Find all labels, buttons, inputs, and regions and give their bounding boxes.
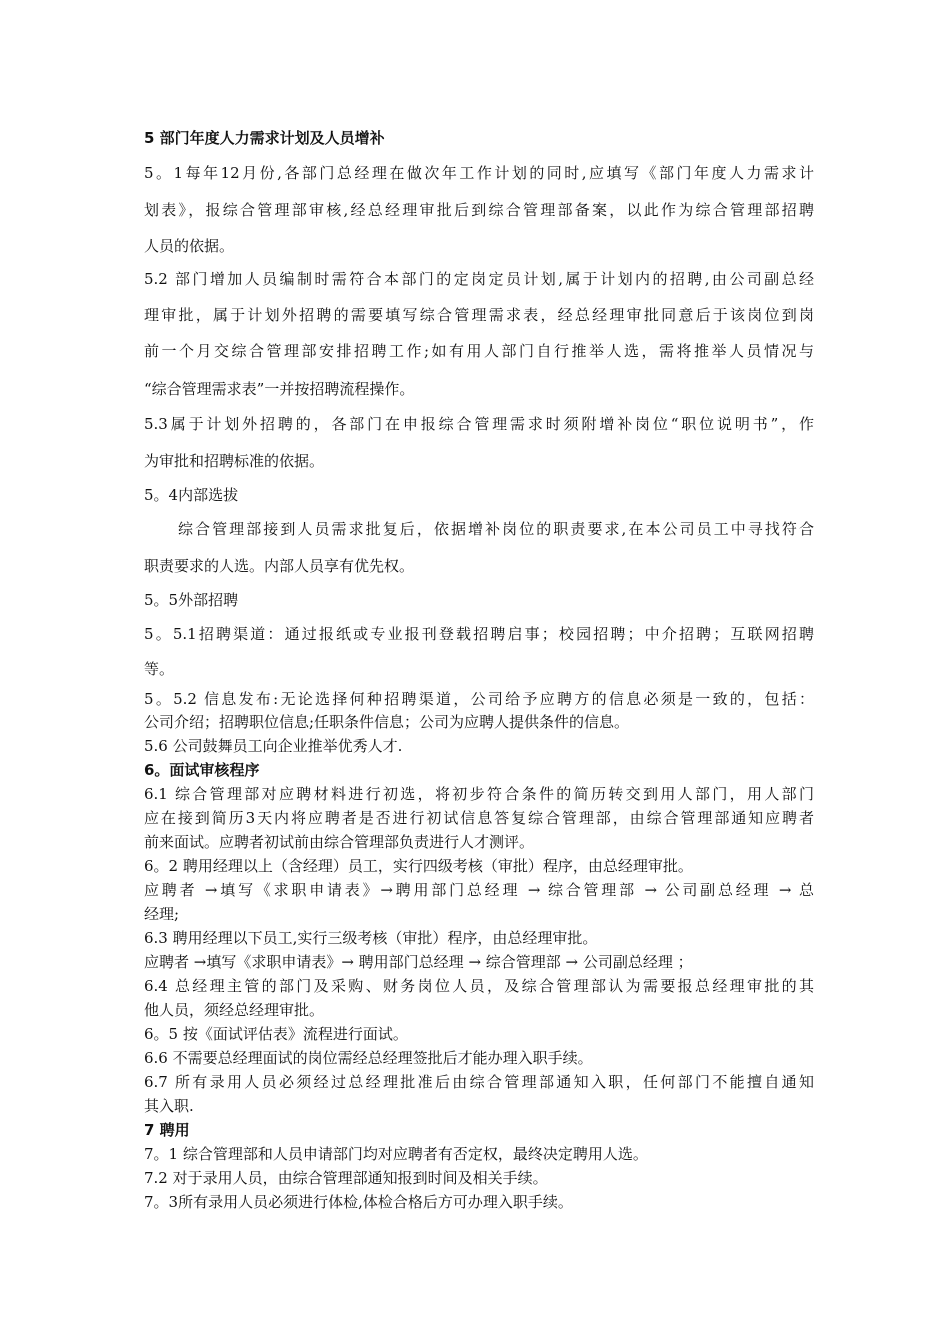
paragraph-line: “综合管理需求表”一并按招聘流程操作。	[144, 380, 415, 398]
paragraph-line: 其入职.	[144, 1097, 194, 1115]
paragraph-line: 6。5 按《面试评估表》流程进行面试。	[144, 1025, 408, 1043]
paragraph-line: 划表》，报综合管理部审核,经总经理审批后到综合管理部备案，以此作为综合管理部招聘	[144, 201, 814, 219]
paragraph-line: 人员的依据。	[144, 237, 235, 255]
paragraph-line: 职责要求的人选。内部人员享有优先权。	[144, 557, 415, 575]
paragraph-line: 7。3所有录用人员必须进行体检,体检合格后方可办理入职手续。	[144, 1193, 573, 1211]
subsection-heading: 5。4内部选拔	[144, 486, 239, 504]
section-5-heading: 5 部门年度人力需求计划及人员增补	[144, 129, 385, 147]
flow-line: 应聘者 →填写《求职申请表》→ 聘用部门总经理 → 综合管理部 → 公司副总经理 ；	[144, 953, 693, 971]
section-6-heading: 6。面试审核程序	[144, 761, 260, 779]
paragraph-line: 5。5.2 信息发布:无论选择何种招聘渠道，公司给予应聘方的信息必须是一致的，包括：	[144, 690, 814, 708]
paragraph-line: 6.4 总经理主管的部门及采购、财务岗位人员，及综合管理部认为需要报总经理审批的其	[144, 977, 814, 995]
paragraph-line: 6。2 聘用经理以上（含经理）员工，实行四级考核（审批）程序，由总经理审批。	[144, 857, 693, 875]
paragraph-line: 7。1 综合管理部和人员申请部门均对应聘者有否定权，最终决定聘用人选。	[144, 1145, 648, 1163]
paragraph-line: 5。1每年12月份,各部门总经理在做次年工作计划的同时,应填写《部门年度人力需求计	[144, 164, 814, 182]
paragraph-line: 6.6 不需要总经理面试的岗位需经总经理签批后才能办理入职手续。	[144, 1049, 593, 1067]
paragraph-line: 应在接到简历3天内将应聘者是否进行初试信息答复综合管理部，由综合管理部通知应聘者	[144, 809, 814, 827]
paragraph-line: 7.2 对于录用人员，由综合管理部通知报到时间及相关手续。	[144, 1169, 548, 1187]
paragraph-line: 前来面试。应聘者初试前由综合管理部负责进行人才测评。	[144, 833, 535, 851]
paragraph-line: 为审批和招聘标准的依据。	[144, 452, 325, 470]
paragraph-line: 前一个月交综合管理部安排招聘工作;如有用人部门自行推举人选，需将推举人员情况与	[144, 342, 814, 360]
paragraph-line: 5。5.1招聘渠道：通过报纸或专业报刊登载招聘启事；校园招聘；中介招聘；互联网招聘	[144, 625, 814, 643]
paragraph-line: 经理;	[144, 905, 180, 923]
paragraph-line: 他人员，须经总经理审批。	[144, 1001, 325, 1019]
flow-line: 应聘者 →填写《求职申请表》→聘用部门总经理 → 综合管理部 → 公司副总经理 → 总	[144, 881, 814, 899]
paragraph-line: 综合管理部接到人员需求批复后，依据增补岗位的职责要求,在本公司员工中寻找符合	[178, 520, 814, 538]
paragraph-line: 6.3 聘用经理以下员工,实行三级考核（审批）程序，由总经理审批。	[144, 929, 598, 947]
subsection-heading: 5。5外部招聘	[144, 591, 239, 609]
paragraph-line: 5.2 部门增加人员编制时需符合本部门的定岗定员计划,属于计划内的招聘,由公司副总经	[144, 270, 814, 288]
paragraph-line: 6.1 综合管理部对应聘材料进行初选，将初步符合条件的简历转交到用人部门，用人部门	[144, 785, 814, 803]
paragraph-line: 5.3属于计划外招聘的，各部门在申报综合管理需求时须附增补岗位“职位说明书”，作	[144, 415, 814, 433]
paragraph-line: 6.7 所有录用人员必须经过总经理批准后由综合管理部通知入职，任何部门不能擅自通知	[144, 1073, 814, 1091]
paragraph-line: 理审批，属于计划外招聘的需要填写综合管理需求表，经总经理审批同意后于该岗位到岗	[144, 306, 814, 324]
paragraph-line: 等。	[144, 660, 175, 678]
paragraph-line: 5.6 公司鼓舞员工向企业推举优秀人才.	[144, 737, 403, 755]
section-7-heading: 7 聘用	[144, 1121, 190, 1139]
paragraph-line: 公司介绍；招聘职位信息;任职条件信息；公司为应聘人提供条件的信息。	[144, 713, 630, 731]
